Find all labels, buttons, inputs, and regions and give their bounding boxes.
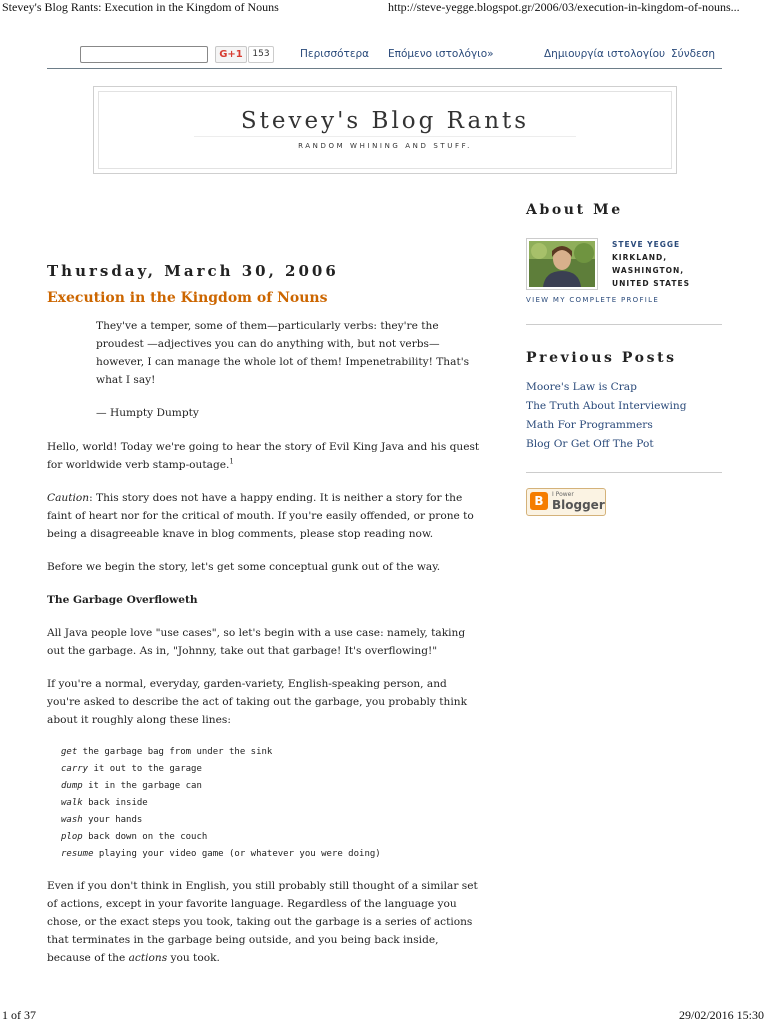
actions-paragraph: Even if you don't think in English, you still probably still thought of a similar set of actions, except in your favorite language. Regardless of the language you chose, or the exact steps you took, taking out the garbage is a series of actions that terminates in the garbage being outside, and you being back inside, because of the actions you took. (47, 880, 478, 964)
print-page-url: http://steve-yegge.blogspot.gr/2006/03/execution-in-kingdom-of-nouns... (388, 0, 740, 14)
view-profile-link[interactable]: VIEW MY COMPLETE PROFILE (526, 296, 660, 304)
post-date: Thursday, March 30, 2006 (47, 262, 339, 280)
navbar-create-blog-link[interactable]: Δημιουργία ιστολογίου (544, 48, 666, 60)
blogger-logo-icon: B (530, 492, 548, 510)
profile-name-link[interactable]: STEVE YEGGE (612, 240, 681, 249)
caution-paragraph: Caution: This story does not have a happy ending. It is neither a story for the faint of heart nor for the critical of mouth. If you're easily offended, or prone to being a disagreeable knave in blog comments, please stop reading now. (47, 492, 474, 540)
normal-person-paragraph: If you're a normal, everyday, garden-variety, English-speaking person, and you're asked to describe the act of taking out the garbage, you probably think about it roughly along these lines: (47, 678, 467, 726)
code-line: plop back down on the couch (61, 832, 208, 842)
previous-posts-list (526, 378, 686, 454)
print-datetime: 29/02/2016 15:30 (678, 1008, 764, 1022)
profile-block (526, 238, 722, 308)
garbage-steps-code (61, 744, 480, 863)
previous-post-link[interactable]: The Truth About Interviewing (526, 400, 687, 412)
section-heading: The Garbage Overfloweth (47, 594, 198, 606)
caution-label: Caution (47, 492, 90, 504)
blog-header (93, 86, 677, 174)
epigraph-quote (96, 317, 480, 422)
quote-attribution: — Humpty Dumpty (96, 407, 199, 419)
sidebar-divider (526, 472, 722, 473)
print-page-title: Stevey's Blog Rants: Execution in the Kingdom of Nouns (2, 0, 279, 14)
badge-big-text: Blogger (552, 498, 605, 512)
profile-avatar[interactable] (526, 238, 598, 290)
previous-post-link[interactable]: Moore's Law is Crap (526, 381, 637, 393)
sidebar (526, 202, 722, 512)
blog-title[interactable]: Stevey's Blog Rants (240, 108, 530, 134)
navbar-search-input[interactable] (80, 46, 208, 63)
blog-description: RANDOM WHINING AND STUFF. (298, 142, 472, 150)
navbar-more-link[interactable]: Περισσότερα (300, 48, 370, 60)
gunk-paragraph: Before we begin the story, let's get some conceptual gunk out of the way. (47, 561, 441, 573)
code-line: carry it out to the garage (61, 764, 202, 774)
quote-text: They've a temper, some of them—particularly verbs: they're the proudest —adjectives you can do anything with, but not verbs—however, I can manage the whole lot of them! Impenetrability! That's what I say! (96, 320, 470, 386)
intro-paragraph: Hello, world! Today we're going to hear the story of Evil King Java and his quest for worldwide verb stamp-outage.$^1$ (47, 441, 480, 471)
print-footer (0, 1008, 768, 1024)
navbar-next-blog-link[interactable]: Επόμενο ιστολόγιο» (388, 48, 494, 60)
google-plus-button[interactable]: G+1 (215, 46, 247, 63)
google-plus-count: 153 (248, 46, 274, 63)
previous-posts-heading: Previous Posts (526, 350, 677, 366)
about-me-heading: About Me (526, 202, 623, 218)
print-page-number: 1 of 37 (2, 1008, 36, 1022)
blogger-navbar (47, 42, 722, 69)
code-line: dump it in the garbage can (61, 781, 202, 791)
code-line: walk back inside (61, 798, 148, 808)
post-title[interactable]: Execution in the Kingdom of Nouns (47, 290, 328, 306)
profile-photo-image (529, 241, 595, 287)
post-main-column (47, 262, 480, 982)
code-line: resume playing your video game (or whatever you were doing) (61, 849, 381, 859)
powered-by-blogger-badge[interactable] (526, 488, 606, 516)
profile-location: KIRKLAND, WASHINGTON, UNITED STATES (612, 253, 691, 288)
navbar-sign-in-link[interactable]: Σύνδεση (671, 48, 715, 60)
sidebar-divider (526, 324, 722, 325)
code-line: get the garbage bag from under the sink (61, 747, 273, 757)
use-case-paragraph: All Java people love "use cases", so let's begin with a use case: namely, taking out the garbage. As in, "Johnny, take out that garbage! It's overflowing!" (47, 627, 466, 657)
header-divider (194, 136, 576, 137)
badge-small-text: I Power (552, 491, 574, 498)
print-header (0, 0, 768, 16)
code-line: wash your hands (61, 815, 143, 825)
previous-post-link[interactable]: Math For Programmers (526, 419, 653, 431)
footnote-link[interactable]: 1 (229, 457, 234, 466)
previous-post-link[interactable]: Blog Or Get Off The Pot (526, 438, 654, 450)
